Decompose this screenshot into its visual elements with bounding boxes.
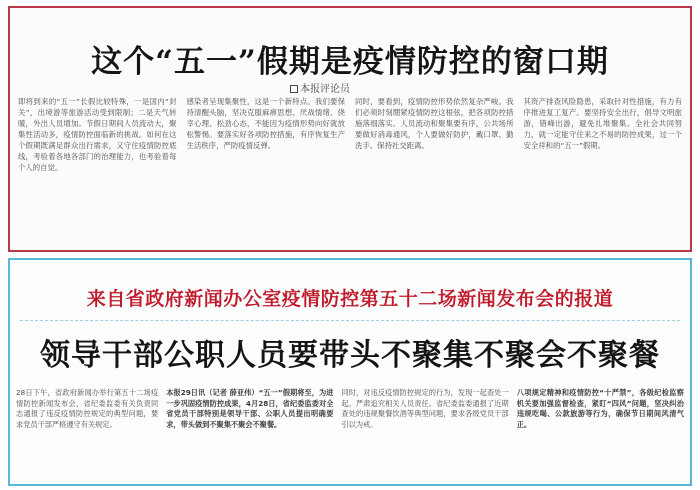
article-1-headline: 这个“五一”假期是疫情防控的窗口期 <box>91 44 609 80</box>
article-2-column: 同时，对违反疫情防控规定的行为，发现一起查处一起，严肃追究相关人员责任。省纪委监委通报了近期查处的违规聚餐饮酒等典型问题，要求各级党员干部引以为戒。 <box>341 388 509 429</box>
article-1-column: 即将到来的“五一”长假比较特殊，一是国内“封关”，出境游等旅游活动受到限制；二是天气转暖，外出人员增加。节假日期间人员流动大，聚集性活动多，疫情防控面临新的挑战。如何在这个假期既满足群众出行需求，又守住疫情防控底线，考验着各地各部门的治理能力，也考验着每个人的自觉。 <box>18 97 177 172</box>
article-2-subtitle: 来自省政府新闻办公室疫情防控第五十二场新闻发布会的报道 <box>86 288 614 310</box>
article-2-column: 八项规定精神和疫情防控“十严禁”，各级纪检监察机关要加强监督检查，紧盯“四风”问题，坚决纠治违规吃喝、公款旅游等行为，确保节日期间风清气正。 <box>516 388 684 429</box>
article-2-column: 28日下午，省政府新闻办举行第五十二场疫情防控新闻发布会，省纪委监委有关负责同志通报了违反疫情防控规定的典型问题，要求党员干部严格遵守有关规定。 <box>16 388 159 429</box>
article-1-column: 其资产排查风险隐患，采取针对性措施，有力有序推进复工复产。要坚持安全出行，倡导文明旅游，错峰出游，避免扎堆聚集。全社会共同努力，就一定能守住来之不易的防控成果，过一个安全祥和的“五一”假期。 <box>523 97 682 150</box>
article-1-body <box>18 96 682 246</box>
article-2-panel <box>8 258 692 486</box>
article-1-panel <box>8 6 692 252</box>
article-1-byline <box>290 80 350 95</box>
article-2-column: 本报29日讯（记者 薛亚伟）“五一”假期将至，为进一步巩固疫情防控成果，4月28日，省纪委监委对全省党员干部特别是领导干部、公职人员提出明确要求，带头做到不聚集不聚会不聚餐。 <box>166 388 334 429</box>
article-1-column: 同时，要看到，疫情防控形势依然复杂严峻。我们必须时刻绷紧疫情防控这根弦，把各项防控措施落细落实。人员流动和聚集要有序，公共场所要做好消毒通风，个人要做好防护，戴口罩、勤洗手、保持社交距离。 <box>355 97 514 150</box>
article-1-column: 感染者呈现集聚性，这是一个新特点。我们要保持清醒头脑，坚决克服麻痹思想、厌战情绪、侥幸心理、松劲心态，不能因为疫情形势向好就放松警惕。要落实好各项防控措施，有序恢复生产生活秩序，严防疫情反弹。 <box>186 97 345 150</box>
byline-box-icon <box>290 85 298 93</box>
article-1-byline-text: 本报评论员 <box>300 84 350 95</box>
article-2-divider <box>20 320 680 321</box>
article-2-body <box>16 388 684 480</box>
article-2-headline: 领导干部公职人员要带头不聚集不聚会不聚餐 <box>40 338 660 373</box>
